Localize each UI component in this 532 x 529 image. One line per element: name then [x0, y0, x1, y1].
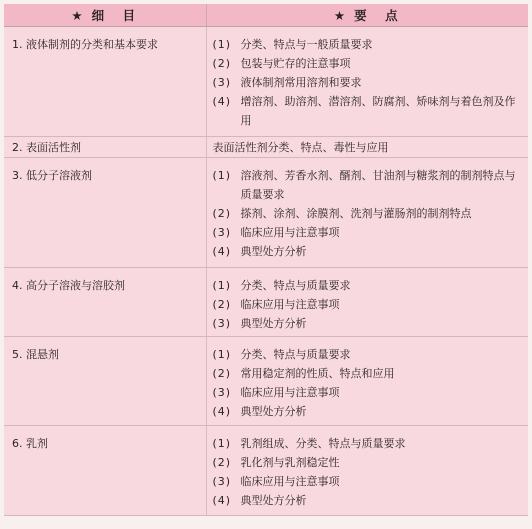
point-number: (2) [212, 57, 232, 70]
row-points-cell [206, 158, 528, 268]
point-item [213, 276, 525, 295]
point-text: 临床应用与注意事项 [240, 226, 340, 239]
point-item [213, 73, 525, 92]
point-text: 液体制剂常用溶剂和要求 [240, 76, 362, 89]
point-number: (3) [212, 226, 232, 239]
point-item [213, 345, 525, 364]
point-text: 乳化剂与乳剂稳定性 [240, 456, 340, 469]
point-number: (1) [212, 169, 232, 182]
point-number: (1) [212, 437, 232, 450]
point-item [213, 242, 525, 261]
point-item [213, 453, 525, 472]
row-item-cell [4, 158, 206, 268]
row-points-cell [206, 137, 528, 158]
row-item-label: 3. 低分子溶液剂 [12, 169, 92, 182]
point-item [213, 402, 525, 421]
point-item [213, 166, 525, 204]
point-text: 分类、特点与质量要求 [240, 348, 351, 361]
table-row [4, 426, 528, 516]
point-number: (2) [212, 207, 232, 220]
point-item [213, 92, 525, 130]
point-number: (3) [212, 475, 232, 488]
point-item [213, 204, 525, 223]
row-points-cell [206, 337, 528, 426]
point-number: (1) [212, 348, 232, 361]
row-item-label: 2. 表面活性剂 [12, 141, 81, 154]
point-item [213, 364, 525, 383]
point-item [213, 314, 525, 333]
row-item-label: 4. 高分子溶液与溶胶剂 [12, 279, 125, 292]
table-row [4, 27, 528, 137]
point-text: 典型处方分析 [240, 405, 307, 418]
point-text: 临床应用与注意事项 [240, 298, 340, 311]
point-text: 溶液剂、芳香水剂、醑剂、甘油剂与糖浆剂的制剂特点与质量要求 [240, 169, 516, 201]
point-item [213, 54, 525, 73]
table-row [4, 137, 528, 158]
point-text: 分类、特点与一般质量要求 [240, 38, 373, 51]
table-row [4, 158, 528, 268]
point-text: 表面活性剂分类、特点、毒性与应用 [212, 141, 389, 154]
row-item-cell [4, 268, 206, 337]
point-number: (3) [212, 76, 232, 89]
point-number: (2) [212, 456, 232, 469]
row-points-cell [206, 27, 528, 137]
point-number: (4) [212, 95, 232, 108]
row-item-label: 6. 乳剂 [12, 437, 48, 450]
row-item-cell [4, 337, 206, 426]
point-text: 搽剂、涂剂、涂膜剂、洗剂与灌肠剂的制剂特点 [240, 207, 472, 220]
point-item [213, 472, 525, 491]
point-number: (4) [212, 405, 232, 418]
row-item-label: 5. 混悬剂 [12, 348, 59, 361]
row-item-cell [4, 426, 206, 516]
point-number: (4) [212, 245, 232, 258]
point-text: 分类、特点与质量要求 [240, 279, 351, 292]
point-text: 乳剂组成、分类、特点与质量要求 [240, 437, 406, 450]
point-text: 常用稳定剂的性质、特点和应用 [240, 367, 395, 380]
point-text: 典型处方分析 [240, 245, 307, 258]
point-item [213, 223, 525, 242]
row-points-cell [206, 426, 528, 516]
point-text: 增溶剂、助溶剂、潜溶剂、防腐剂、矫味剂与着色剂及作用 [240, 95, 516, 127]
point-number: (3) [212, 317, 232, 330]
point-number: (3) [212, 386, 232, 399]
point-item [213, 434, 525, 453]
point-text: 典型处方分析 [240, 317, 307, 330]
row-points-cell [206, 268, 528, 337]
header-col-points-label: 要 点 [354, 8, 401, 23]
point-number: (2) [212, 367, 232, 380]
table-row [4, 268, 528, 337]
point-item [213, 491, 525, 510]
star-icon: ★ [333, 8, 349, 23]
row-item-cell [4, 137, 206, 158]
point-item [213, 35, 525, 54]
header-col-item-label: 细 目 [91, 8, 139, 23]
point-number: (2) [212, 298, 232, 311]
point-text: 包装与贮存的注意事项 [240, 57, 351, 70]
star-icon: ★ [71, 8, 86, 23]
row-item-label: 1. 液体制剂的分类和基本要求 [12, 38, 158, 51]
point-text: 典型处方分析 [240, 494, 307, 507]
point-item [213, 295, 525, 314]
table-body [4, 27, 528, 516]
point-text: 临床应用与注意事项 [240, 386, 340, 399]
syllabus-table [4, 4, 528, 516]
point-number: (1) [212, 279, 232, 292]
row-item-cell [4, 27, 206, 137]
table-header-row [4, 4, 528, 27]
header-col-item [4, 4, 206, 27]
point-number: (1) [212, 38, 232, 51]
header-col-points [206, 4, 528, 27]
point-item [213, 383, 525, 402]
point-number: (4) [212, 494, 232, 507]
table-row [4, 337, 528, 426]
point-text: 临床应用与注意事项 [240, 475, 340, 488]
